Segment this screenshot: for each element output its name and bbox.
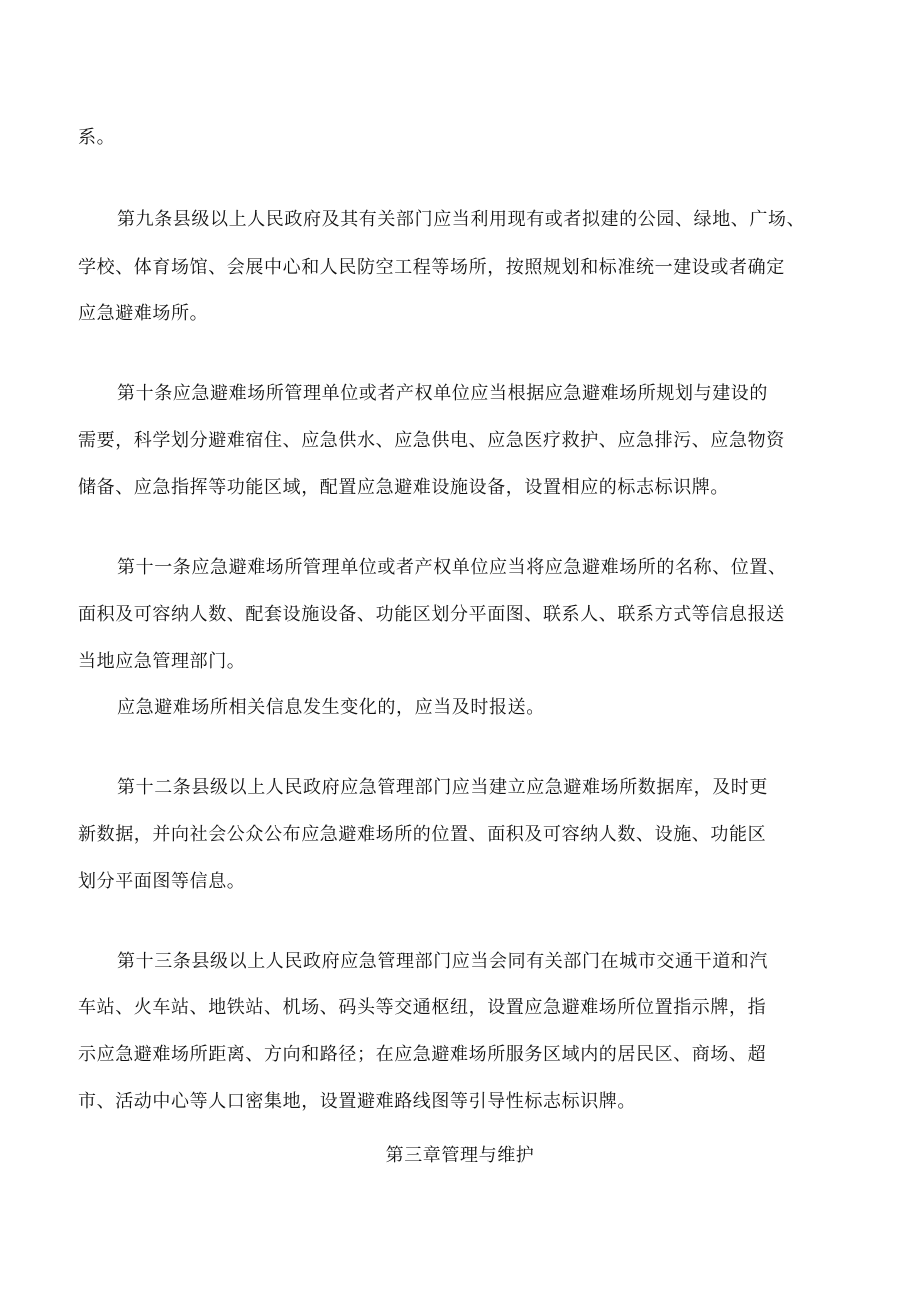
article-10-line-1: 第十条应急避难场所管理单位或者产权单位应当根据应急避难场所规划与建设的 (117, 383, 768, 404)
article-9-line-3: 应急避难场所。 (78, 303, 209, 324)
article-10-line-2: 需要，科学划分避难宿住、应急供水、应急供电、应急医疗救护、应急排污、应急物资 (78, 430, 785, 451)
text-line: 系。 (78, 127, 116, 148)
article-13-line-3: 示应急避难场所距离、方向和路径；在应急避难场所服务区域内的居民区、商场、超 (78, 1044, 767, 1065)
article-11-line-2: 面积及可容纳人数、配套设施设备、功能区划分平面图、联系人、联系方式等信息报送 (78, 604, 785, 625)
article-12-line-3: 划分平面图等信息。 (78, 871, 246, 892)
article-13-line-2: 车站、火车站、地铁站、机场、码头等交通枢纽，设置应急避难场所位置指示牌，指 (78, 997, 767, 1018)
article-13-line-1: 第十三条县级以上人民政府应急管理部门应当会同有关部门在城市交通干道和汽 (117, 951, 768, 972)
article-11-paragraph-2: 应急避难场所相关信息发生变化的，应当及时报送。 (117, 697, 545, 718)
article-13-line-4: 市、活动中心等人口密集地，设置避难路线图等引导性标志标识牌。 (78, 1091, 636, 1112)
article-11-line-1: 第十一条应急避难场所管理单位或者产权单位应当将应急避难场所的名称、位置、 (117, 557, 787, 578)
article-12-line-2: 新数据，并向社会公众公布应急避难场所的位置、面积及可容纳人数、设施、功能区 (78, 824, 767, 845)
article-12-line-1: 第十二条县级以上人民政府应急管理部门应当建立应急避难场所数据库，及时更 (117, 777, 768, 798)
article-9-line-1: 第九条县级以上人民政府及其有关部门应当利用现有或者拟建的公园、绿地、广场、 (117, 209, 806, 230)
article-11-line-3: 当地应急管理部门。 (78, 651, 246, 672)
article-10-line-3: 储备、应急指挥等功能区域，配置应急避难设施设备，设置相应的标志标识牌。 (78, 477, 729, 498)
article-9-line-2: 学校、体育场馆、会展中心和人民防空工程等场所，按照规划和标准统一建设或者确定 (78, 257, 785, 278)
chapter-heading: 第三章管理与维护 (385, 1145, 535, 1166)
